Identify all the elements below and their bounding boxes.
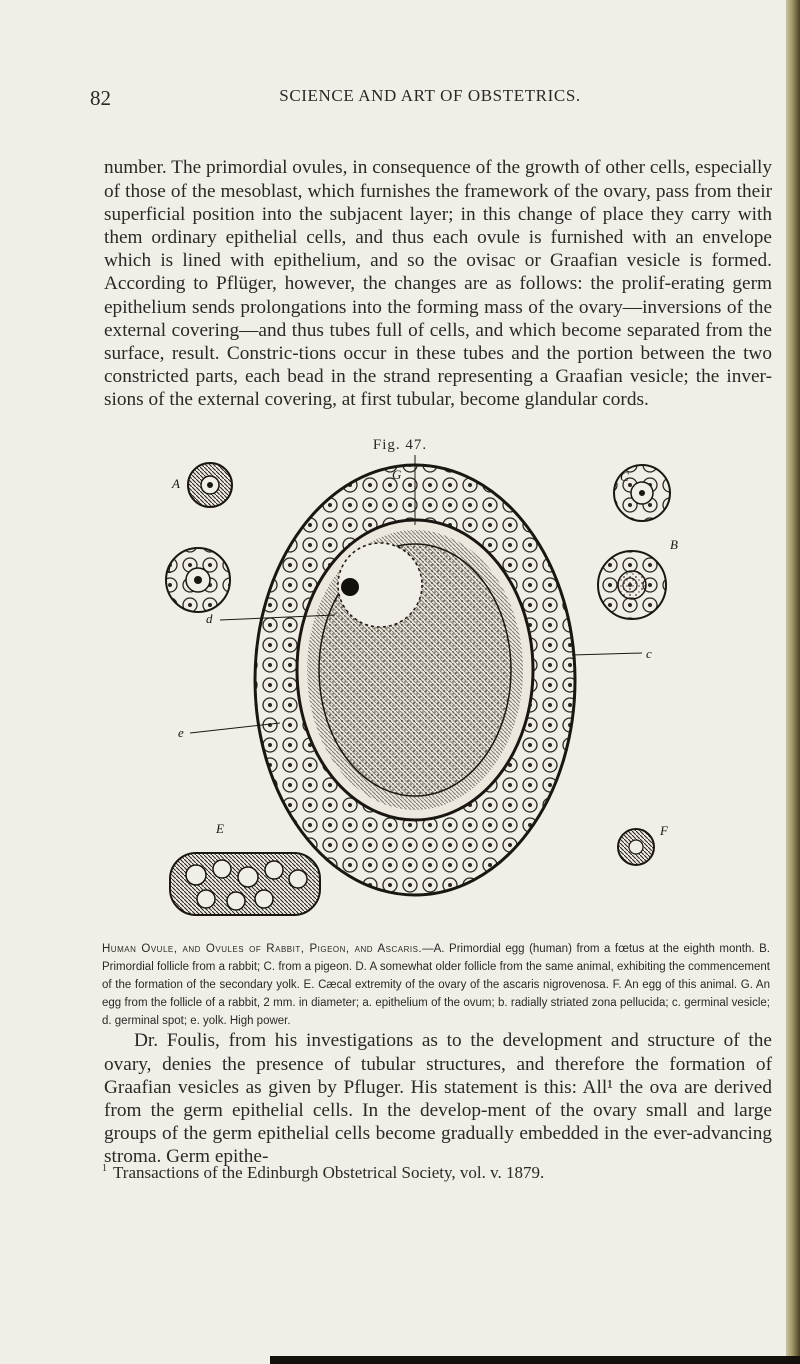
- label-e: e: [178, 725, 184, 740]
- label-d: d: [206, 611, 213, 626]
- label-g: G: [392, 467, 402, 482]
- specimen-d: [598, 551, 666, 619]
- specimen-e: [170, 853, 320, 915]
- label-e-caecal: E: [216, 821, 224, 836]
- footnote-text: Transactions of the Edinburgh Obstetrical Society, vol. v. 1879.: [113, 1163, 545, 1182]
- specimen-a: [188, 463, 232, 507]
- page-header: [90, 86, 770, 116]
- label-1: 1: [166, 561, 173, 576]
- caption-lead: Human Ovule, and Ovules of Rabbit, Pigeon, and Ascaris.: [102, 942, 423, 955]
- label-c-vesicle: c: [646, 646, 652, 661]
- specimen-f: [618, 829, 654, 865]
- running-head: SCIENCE AND ART OF OBSTETRICS.: [279, 86, 581, 105]
- figure-label: Fig. 47.: [372, 437, 428, 453]
- page-number: 82: [90, 86, 111, 110]
- label-f: F: [660, 823, 668, 838]
- body-paragraph-1: number. The primordial ovules, in consequence of the growth of other cells, especially of those of the mesoblast, which furnishes the framework of the ovary, pass from their superficial position into the subjacent layer; in this change of place they carry with them ordinary epithelial cells, and thus each ovule is furnished with an envelope which is lined with epithelium, and so the ovisac or Graafian vesicle is formed. According to Pflüger, however, the changes are as follows: the prolif-erating germ epithelium sends prolongations into the forming mass of the ovary—inversions of the external covering—and thus tubes full of cells, and which become separated from the surface, result. Constric-tions occur in these tubes and the portion between the two constricted parts, each bead in the strand representing a Graafian vesicle; the inver-sions of the external covering, at first tubular, become glandular cords.: [104, 157, 772, 411]
- label-a: A: [172, 476, 180, 491]
- label-b: B: [670, 537, 678, 552]
- footnote: [102, 1163, 770, 1183]
- page-binding-edge: [786, 0, 800, 1364]
- bottom-edge-shadow: [270, 1356, 800, 1364]
- caption-body: —A. Primordial egg (human) from a fœtus at the eighth month. B. Primordial follicle from a rabbit; C. from a pigeon. D. A somewhat older follicle from the same animal, exhibiting the commencement of the formation of the secondary yolk. E. Cæcal extremity of the ovary of the ascaris nigrovenosa. F. An egg of this animal. G. An egg from the follicle of a rabbit, 2 mm. in diameter; a. epithelium of the ovum; b. radially striated zona pellucida; c. germinal vesicle; d. germinal spot; e. yolk. High power.: [102, 942, 770, 1027]
- body-paragraph-2: Dr. Foulis, from his investigations as to the development and structure of the ovary, denies the presence of tubular structures, and therefore the formation of Graafian vesicles as given by Pfluger. His statement is this: All¹ the ova are derived from the germ epithelial cells. In the develop-ment of the ovary small and large groups of the germ epithelial cells become gradually embedded in the ever-advancing stroma. Germ epithe-: [104, 1030, 772, 1168]
- specimen-g-large-egg: [255, 455, 575, 895]
- figure-caption: [102, 940, 770, 1030]
- label-c: C: [620, 469, 629, 484]
- ovule-illustration: [160, 455, 680, 960]
- specimen-b: [166, 548, 230, 612]
- footnote-mark: 1: [102, 1163, 107, 1175]
